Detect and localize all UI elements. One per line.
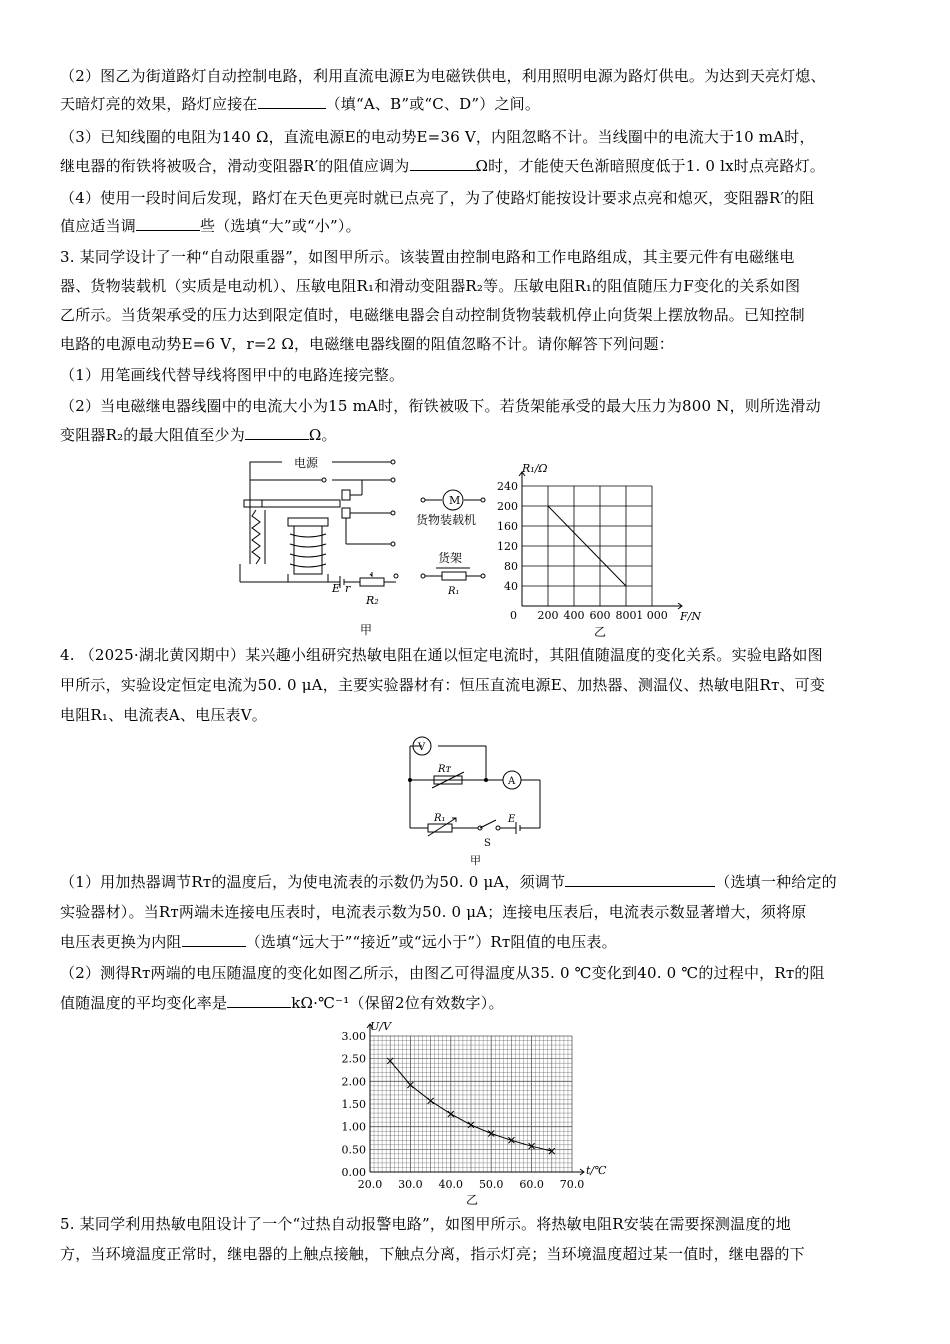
loader-label: 货物装载机	[416, 513, 477, 527]
text-line: 4. （2025·湖北黄冈期中）某兴趣小组研究热敏电阻在通以恒定电流时，其阻值随温度的变化关系。实验电路如图	[60, 646, 823, 664]
text-line: 甲所示，实验设定恒定电流为50. 0 μA，主要实验器材有：恒压直流电源E、加热器、测温仪、热敏电阻Rᴛ、可变	[60, 676, 826, 694]
y-tick-label: 80	[504, 560, 518, 573]
y-tick-label: 2.50	[341, 1052, 366, 1066]
x-axis-label: t/℃	[586, 1164, 607, 1177]
voltmeter-symbol: V	[418, 742, 426, 753]
text-line: 电压表更换为内阻 （选填“远大于”“接近”或“远小于”）Rᴛ阻值的电压表。	[60, 933, 617, 951]
y-tick-label: 1.50	[341, 1098, 366, 1111]
text-line: 电路的电源电动势E=6 V，r=2 Ω，电磁继电器线圈的阻值忽略不计。请你解答下列问题：	[60, 335, 674, 353]
answer-blank[interactable]	[410, 156, 476, 171]
y-tick-label: 0.50	[341, 1143, 366, 1157]
y-tick-label: 200	[497, 500, 518, 513]
emf-label: E	[508, 814, 516, 825]
r1-force-chart	[494, 460, 706, 638]
x-tick-label: 40.0	[438, 1178, 464, 1191]
y-tick-label: 0.00	[341, 1166, 366, 1179]
figure-caption: 甲	[470, 854, 481, 867]
text-line: （3）已知线圈的电阻为140 Ω，直流电源E的电动势E=36 V，内阻忽略不计。当线圈中的电流大于10 mA时，	[60, 128, 815, 146]
x-tick-label: 200	[537, 609, 559, 622]
text-line: 5. 某同学利用热敏电阻设计了一个“过热自动报警电路”，如图甲所示。将热敏电阻R安装在需要探测温度的地	[60, 1215, 791, 1233]
y-tick-labels	[342, 1030, 367, 1179]
text-line: 方，当环境温度正常时，继电器的上触点接触，下触点分离，指示灯亮；当环境温度超过某一值时，继电器的下	[60, 1245, 805, 1263]
text-line: （2）当电磁继电器线圈中的电流大小为15 mA时，衔铁被吸下。若货架能承受的最大压力为800 N，则所选滑动	[60, 397, 821, 415]
text-line: （1）用加热器调节Rᴛ的温度后，为使电流表的示数仍为50. 0 μA，须调节 （选填一种给定的	[60, 873, 837, 891]
r2-label: R₂	[366, 594, 379, 607]
y-tick-label: 1.00	[341, 1120, 366, 1134]
x-tick-label: 0	[510, 609, 517, 622]
x-tick-label: 70.0	[559, 1178, 585, 1191]
text-line: 值随温度的平均变化率是 kΩ·℃⁻¹（保留2位有效数字）。	[60, 994, 504, 1012]
x-axis-label: F/N	[680, 610, 701, 623]
y-tick-labels	[497, 480, 518, 593]
rt-label: Rᴛ	[438, 764, 452, 775]
x-tick-label: 400	[563, 609, 585, 622]
figure-caption: 乙	[466, 1193, 479, 1206]
y-tick-label: 2.00	[341, 1075, 366, 1089]
x-tick-label: 20.0	[357, 1178, 383, 1191]
text-line: 电阻R₁、电流表A、电压表V。	[60, 706, 267, 724]
motor-shelf-diagram	[414, 484, 496, 604]
power-label: 电源	[294, 456, 319, 470]
text-line: （4）使用一段时间后发现，路灯在天色更亮时就已点亮了，为了使路灯能按设计要求点亮和熄灭，变阻器R′的阻	[60, 189, 815, 207]
r1-label: R₁	[448, 586, 460, 597]
emf-label: E	[332, 582, 341, 595]
switch-label: S	[484, 838, 491, 849]
answer-blank[interactable]	[565, 872, 715, 887]
x-tick-labels	[510, 609, 668, 622]
y-tick-label: 3.00	[341, 1030, 366, 1043]
x-tick-label: 600	[589, 609, 611, 622]
r1-label: R₁	[434, 813, 446, 824]
x-tick-label: 800	[615, 609, 637, 622]
ammeter-symbol: A	[508, 776, 516, 787]
text-line: 乙所示。当货架承受的压力达到限定值时，电磁继电器会自动控制货物装载机停止向货架上摆放物品。已知控制	[60, 306, 805, 324]
answer-blank[interactable]	[227, 993, 291, 1008]
y-tick-label: 40	[504, 580, 518, 593]
text-line: 天暗灯亮的效果，路灯应接在 （填“A、B”或“C、D”）之间。	[60, 95, 541, 113]
answer-blank[interactable]	[182, 932, 246, 947]
answer-blank[interactable]	[245, 425, 309, 440]
internal-r-label: r	[345, 582, 351, 595]
figure-caption: 甲	[360, 623, 373, 637]
voltage-temperature-chart	[330, 1020, 620, 1206]
answer-blank[interactable]	[258, 94, 326, 109]
text-line: （2）图乙为街道路灯自动控制电路，利用直流电源E为电磁铁供电，利用照明电源为路灯供电。为达到天亮灯熄、	[60, 67, 826, 85]
text-line: （1）用笔画线代替导线将图甲中的电路连接完整。	[60, 366, 405, 384]
chart-axes	[519, 472, 682, 609]
text-line: 继电器的衔铁将被吸合，滑动变阻器R′的阻值应调为 Ω时，才能使天色渐暗照度低于1. 0 lx时点亮路灯。	[60, 157, 826, 175]
text-line: 3. 某同学设计了一种“自动限重器”，如图甲所示。该装置由控制电路和工作电路组成，其主要元件有电磁继电	[60, 248, 795, 266]
x-tick-label: 60.0	[519, 1178, 544, 1191]
answer-blank[interactable]	[136, 216, 200, 231]
text-line: （2）测得Rᴛ两端的电压随温度的变化如图乙所示，由图乙可得温度从35. 0 ℃变化到40. 0 ℃的过程中，Rᴛ的阻	[60, 964, 825, 982]
x-tick-labels	[358, 1178, 585, 1191]
x-tick-label: 1 000	[636, 609, 668, 622]
y-tick-label: 240	[497, 480, 518, 493]
y-tick-label: 120	[497, 540, 518, 553]
y-tick-label: 160	[497, 520, 518, 533]
relay-circuit-diagram	[232, 452, 412, 638]
text-line: 器、货物装载机（实质是电动机）、压敏电阻R₁和滑动变阻器R₂等。压敏电阻R₁的阻值随压力F变化的关系如图	[60, 277, 801, 295]
text-line: 值应适当调 些（选填“大”或“小”）。	[60, 217, 361, 235]
thermistor-circuit-diagram	[400, 736, 550, 868]
text-line: 实验器材）。当Rᴛ两端未连接电压表时，电流表示数为50. 0 μA；连接电压表后，电流表示数显著增大，须将原	[60, 903, 807, 921]
chart-grid	[370, 1036, 572, 1172]
motor-symbol: M	[449, 494, 461, 507]
x-tick-label: 50.0	[478, 1178, 504, 1191]
figure-caption: 乙	[594, 625, 607, 638]
x-tick-label: 30.0	[398, 1178, 423, 1191]
shelf-label: 货架	[438, 551, 463, 565]
y-axis-label: U/V	[370, 1020, 391, 1033]
text-line: 变阻器R₂的最大阻值至少为 Ω。	[60, 426, 337, 444]
y-axis-label: R₁/Ω	[522, 462, 548, 475]
